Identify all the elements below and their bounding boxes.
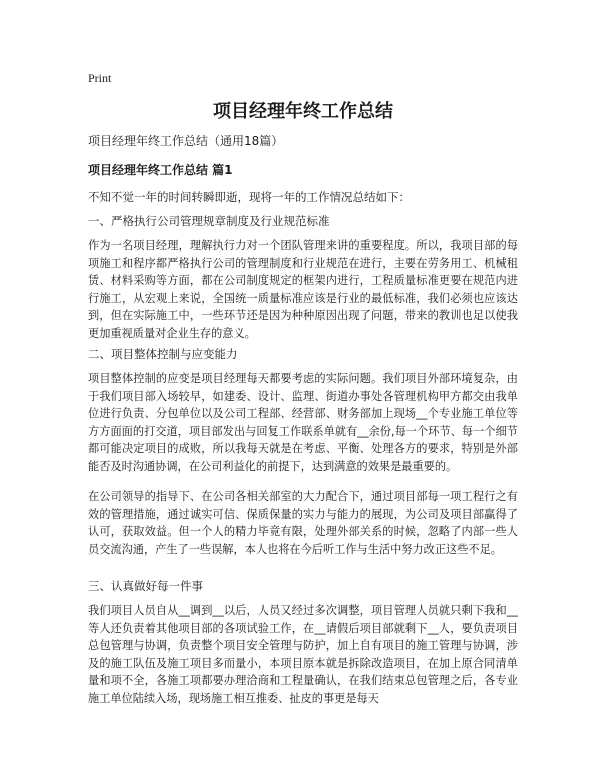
document-subtitle: 项目经理年终工作总结（通用18篇） [88, 134, 284, 148]
print-link[interactable]: Print [88, 71, 112, 85]
section-heading: 项目经理年终工作总结 篇1 [88, 163, 233, 177]
heading-1: 一、严格执行公司管理规章制度及行业规范标准 [88, 214, 330, 228]
paragraph-3: 在公司领导的指导下、在公司各相关部室的大力配合下，通过项目部每一项工程行之有效的管理措施，通过诚实可信、保质保量的实力与能力的展现，为公司及项目部赢得了认可，获取效益。但一个人的精力毕竟有限，处理外部关系的时候，忽略了内部一些人员交流沟通，产生了一些误解，本人也将在今后听工作与生活中努力改正这些不足。 [88, 490, 518, 556]
paragraph-1: 作为一名项目经理，理解执行力对一个团队管理来讲的重要程度。所以，我项目部的每项施工和程序都严格执行公司的管理制度和行业规范在进行，主要在劳务用工、机械租赁、材料采购等方面，都在公司制度规定的框架内进行，工程质量标准更要在规范内进行施工，从宏观上来说，全国统一质量标准应该是行业的最低标准，我们必须也应该达到，但在实际施工中，一些环节还是因为种种原因出现了问题，带来的教训也足以使我更加重视质量对企业生存的意义。 [88, 239, 518, 340]
intro-text: 不知不觉一年的时间转瞬即逝，现将一年的工作情况总结如下： [88, 190, 410, 204]
heading-3: 三、认真做好每一件事 [88, 579, 203, 593]
paragraph-4: 我们项目人员自从__调到__以后，人员又经过多次调整，项目管理人员就只剩下我和__等人还负责着其他项目部的各项试验工作，在__请假后项目部就剩下__人，要负责项目总包管理与协调，负责整个项目安全管理与防护，加上自有项目的施工管理与协调，涉及的施工队伍及施工项目多而量小，本项目原本就是拆除改造项目，在加上原合同清单量和项不全，各施工项都要办理洽商和工程量确认，在我们结束总包管理之后，各专业施工单位陆续入场，现场施工相互推委、扯皮的事更是每天 [88, 604, 518, 705]
paragraph-2: 项目整体控制的应变是项目经理每天都要考虑的实际问题。我们项目外部环境复杂，由于我们项目部入场较早，如建委、设计、监理、街道办事处各管理机构甲方都交由我单位进行负责、分包单位以及公司工程部、经营部、财务部加上现场__个专业施工单位等方方面面的打交道，项目部发出与回复工作联系单就有__余份,每一个环节、每一个细节都可能决定项目的成败，所以我每天就是在考虑、平衡、处理各方的要求，特别是外部能否及时沟通协调，在公司利益化的前提下，达到满意的效果是最重要的。 [88, 372, 518, 473]
document-title: 项目经理年终工作总结 [213, 101, 393, 122]
heading-2: 二、项目整体控制与应变能力 [88, 347, 238, 361]
